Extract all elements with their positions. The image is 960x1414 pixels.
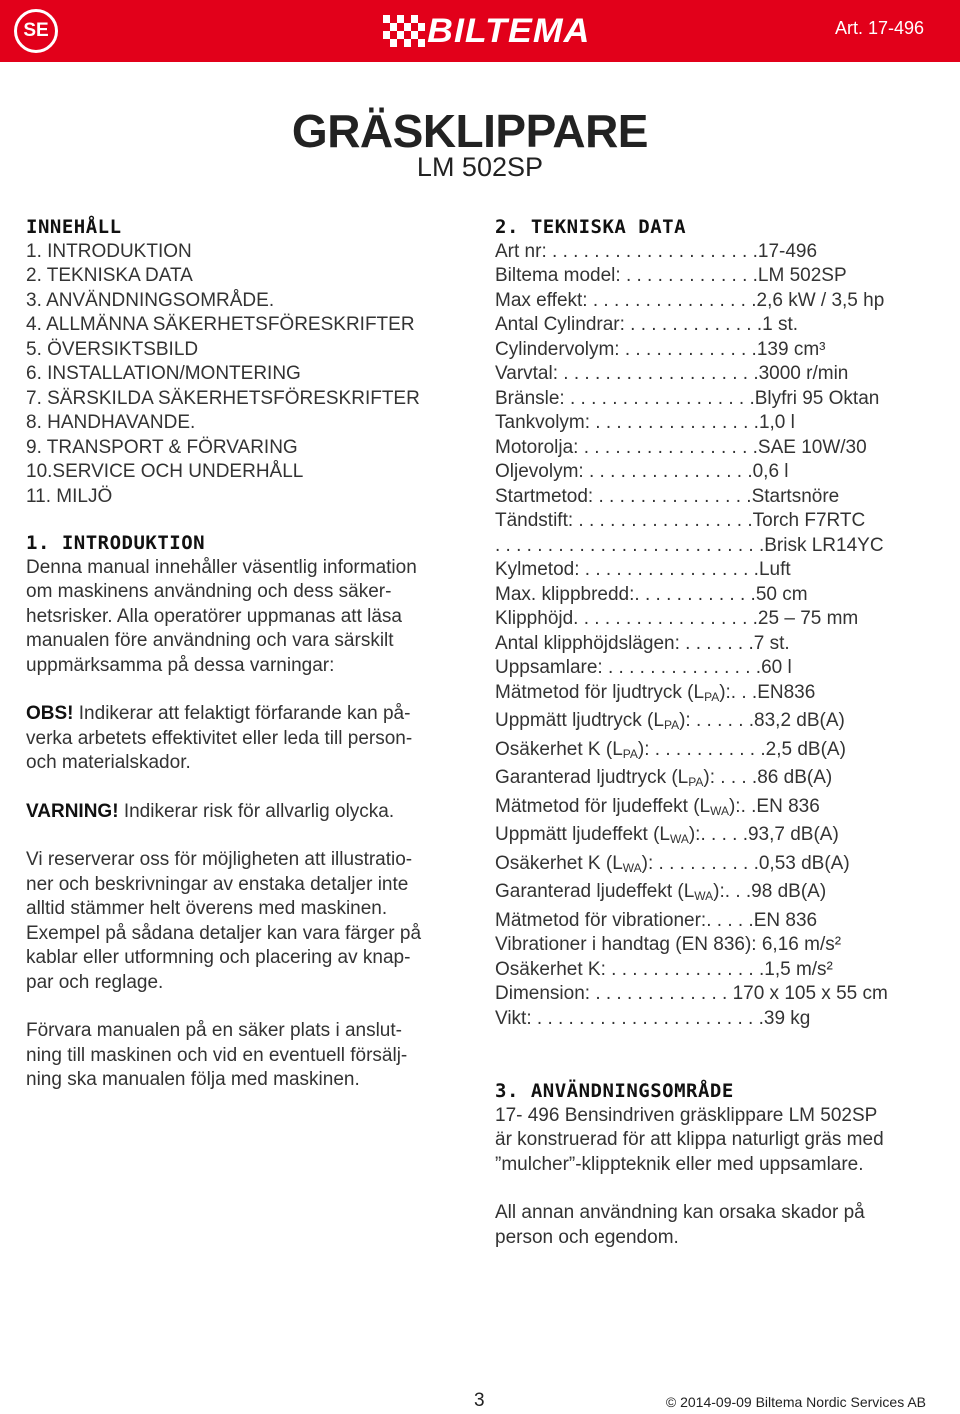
paragraph-line: ”mulcher”-klippteknik eller med uppsamlare. [495, 1153, 864, 1175]
tech-data-text: Antal klipphöjdslägen: . . . . . . .7 st. [495, 632, 790, 654]
tech-data-subscript: WA [622, 860, 642, 875]
paragraph-line: Exempel på sådana detaljer kan vara färger på [26, 922, 422, 944]
toc-item: 2. TEKNISKA DATA [26, 265, 193, 286]
paragraph-line: ner och beskrivningar av enstaka detaljer inte [26, 873, 409, 895]
tech-data-row [495, 632, 935, 657]
tech-data-subscript: WA [710, 803, 729, 818]
tech-data-subscript: WA [669, 832, 689, 846]
tech-data-text: Biltema model: . . . . . . . . . . . . .LM 502SP [495, 265, 847, 286]
tech-data-row [495, 709, 935, 738]
tech-data-text: Startmetod: . . . . . . . . . . . . . . .Startsnöre [495, 485, 840, 507]
paragraph-line: Indikerar att felaktigt förfarande kan på- [73, 703, 411, 724]
tech-data-row [495, 240, 935, 265]
tech-heading: 2. TEKNISKA DATA [495, 216, 687, 238]
tech-data-text: Varvtal: . . . . . . . . . . . . . . . . . . .3000 r/min [495, 363, 849, 384]
tech-data-text: Garanterad ljudeffekt (L [495, 881, 695, 902]
language-badge: SE [14, 9, 58, 53]
tech-data-row [495, 583, 935, 608]
brand-logo [383, 11, 591, 50]
obs-note [26, 702, 466, 776]
right-column [495, 215, 935, 1250]
paragraph-line: är konstruerad för att klippa naturligt gräs med [495, 1129, 884, 1150]
obs-text [26, 703, 466, 776]
tech-data-text: Kylmetod: . . . . . . . . . . . . . . . . .Luft [495, 559, 791, 580]
toc-item: 8. HANDHAVANDE. [26, 412, 196, 433]
tech-data-text: Mätmetod för ljudtryck (L [495, 681, 705, 703]
paragraph-line: Vi reserverar oss för möjligheten att illustratio- [26, 849, 413, 870]
tech-data-row [495, 607, 935, 632]
paragraph-line: Denna manual innehåller väsentlig information [26, 556, 417, 578]
toc-item: 9. TRANSPORT & FÖRVARING [26, 436, 298, 458]
paragraph-line: och materialskador. [26, 752, 191, 773]
tech-data-text: Osäkerhet K (L [495, 852, 623, 874]
paragraph-line: ning till maskinen och vid en eventuell försälj- [26, 1044, 408, 1066]
tech-data-value: ): . . . . . . . . . .0,53 dB(A) [641, 852, 850, 874]
tech-data-row [495, 338, 935, 363]
paragraph-line: hetsrisker. Alla operatörer uppmanas att läsa [26, 605, 402, 627]
toc-heading: INNEHÅLL [26, 216, 122, 238]
tech-data-value: ):. . . . .93,7 dB(A) [688, 824, 839, 845]
intro-heading: 1. INTRODUKTION [26, 532, 206, 554]
tech-data-text: Uppmätt ljudtryck (L [495, 710, 664, 731]
paragraph-line: uppmärksamma på dessa varningar: [26, 654, 335, 676]
tech-data-row [495, 681, 935, 710]
tech-data-subscript: PA [704, 689, 720, 704]
tech-data-list [495, 240, 935, 1032]
paragraph-line: person och egendom. [495, 1226, 679, 1248]
tech-data-row [495, 460, 935, 485]
toc-item: 10.SERVICE OCH UNDERHÅLL [26, 461, 304, 482]
toc-item: 6. INSTALLATION/MONTERING [26, 363, 301, 384]
tech-data-text: Tändstift: . . . . . . . . . . . . . . . . .Torch F7RTC [495, 510, 866, 531]
tech-data-text: Klipphöjd. . . . . . . . . . . . . . . . . .25 – 75 mm [495, 608, 859, 629]
tech-data-value: ): . . . . . . . . . . .2,5 dB(A) [637, 738, 846, 760]
paragraph-line: om maskinens användning och dess säker- [26, 581, 392, 602]
tech-data-row [495, 558, 935, 583]
paragraph-line: kablar eller utformning och placering av knap- [26, 947, 411, 968]
intro-paragraph [26, 556, 466, 679]
tech-data-text: Garanterad ljudtryck (L [495, 767, 689, 788]
usage-heading: 3. ANVÄNDNINGSOMRÅDE [495, 1080, 734, 1102]
tech-data-row [495, 387, 935, 412]
tech-data-row [495, 656, 935, 681]
tech-data-value: ):. . .EN836 [719, 681, 816, 703]
tech-data-row [495, 313, 935, 338]
tech-data-text: Bränsle: . . . . . . . . . . . . . . . . . .Blyfri 95 Oktan [495, 387, 880, 409]
tech-data-text: . . . . . . . . . . . . . . . . . . . . . . . . . .Brisk LR14YC [495, 534, 884, 556]
tech-data-text: Max effekt: . . . . . . . . . . . . . . . .2,6 kW / 3,5 hp [495, 289, 885, 311]
tech-data-value: ):. .EN 836 [728, 795, 820, 817]
tech-data-row [495, 909, 935, 934]
tech-data-row [495, 852, 935, 881]
tech-data-row [495, 362, 935, 387]
paragraph-line: manualen före användning och vara särskilt [26, 630, 394, 651]
tech-data-text: Vibrationer i handtag (EN 836): 6,16 m/s² [495, 934, 842, 955]
warning-note [26, 800, 466, 825]
tech-data-value: ): . . . .86 dB(A) [703, 767, 833, 788]
toc-item: 11. MILJÖ [26, 485, 113, 507]
tech-data-row [495, 766, 935, 795]
tech-data-row [495, 933, 935, 958]
paragraph-line: par och reglage. [26, 971, 164, 993]
tech-data-text: Uppsamlare: . . . . . . . . . . . . . . .60 l [495, 657, 792, 678]
toc-item: 7. SÄRSKILDA SÄKERHETSFÖRESKRIFTER [26, 387, 420, 409]
toc-item: 4. ALLMÄNNA SÄKERHETSFÖRESKRIFTER [26, 314, 415, 335]
paragraph-line: All annan användning kan orsaka skador på [495, 1202, 865, 1223]
tech-data-text: Vikt: . . . . . . . . . . . . . . . . . . . . . .39 kg [495, 1007, 811, 1029]
tech-data-text: Uppmätt ljudeffekt (L [495, 824, 670, 845]
tech-data-row [495, 509, 935, 534]
usage-paragraph [495, 1104, 935, 1178]
usage-warning-paragraph [495, 1201, 935, 1250]
tech-data-text: Oljevolym: . . . . . . . . . . . . . . . .0,6 l [495, 461, 789, 482]
tech-data-text: Tankvolym: . . . . . . . . . . . . . . . .1,0 l [495, 412, 795, 433]
tech-data-row [495, 534, 935, 559]
paragraph-line: Förvara manualen på en säker plats i anslut- [26, 1020, 402, 1041]
tech-data-subscript: WA [694, 889, 714, 903]
tech-data-text: Mätmetod för vibrationer:. . . . .EN 836 [495, 909, 818, 931]
article-number: Art. 17-496 [834, 18, 924, 38]
tech-data-row [495, 958, 935, 983]
paragraph-line: alltid stämmer helt överens med maskinen. [26, 898, 388, 919]
page-number: 3 [474, 1390, 485, 1411]
tech-data-text: Cylindervolym: . . . . . . . . . . . . .139 cm³ [495, 338, 826, 360]
toc-item: 5. ÖVERSIKTSBILD [26, 338, 199, 360]
tech-data-subscript: PA [688, 775, 704, 789]
tech-data-text: Dimension: . . . . . . . . . . . . . 170 x 105 x 55 cm [495, 983, 888, 1004]
storage-paragraph [26, 1019, 466, 1093]
tech-data-row [495, 982, 935, 1007]
tech-data-text: Max. klippbredd:. . . . . . . . . . . .50 cm [495, 583, 808, 605]
tech-data-row [495, 485, 935, 510]
warning-label: VARNING! [26, 800, 119, 822]
paragraph-line: ning ska manualen följa med maskinen. [26, 1069, 360, 1090]
tech-data-value: ):. . .98 dB(A) [713, 881, 827, 902]
paragraph-line: verka arbetets effektivitet eller leda till person- [26, 727, 413, 749]
brand-name: BILTEMA [427, 11, 591, 50]
tech-data-row [495, 1007, 935, 1032]
tech-data-text: Antal Cylindrar: . . . . . . . . . . . . .1 st. [495, 314, 799, 335]
checkered-flag-icon [383, 15, 425, 47]
tech-data-row [495, 289, 935, 314]
tech-data-row [495, 795, 935, 824]
toc-item: 3. ANVÄNDNINGSOMRÅDE. [26, 289, 275, 311]
tech-data-subscript: PA [622, 746, 638, 761]
tech-data-text: Art nr: . . . . . . . . . . . . . . . . . . . .17-496 [495, 240, 818, 262]
warning-text: Indikerar risk för allvarlig olycka. [118, 800, 395, 822]
disclaimer-paragraph [26, 848, 466, 995]
tech-data-text: Motorolja: . . . . . . . . . . . . . . . . .SAE 10W/30 [495, 436, 867, 458]
page-subtitle: LM 502SP [416, 152, 543, 182]
tech-data-text: Osäkerhet K (L [495, 738, 623, 760]
tech-data-row [495, 823, 935, 852]
copyright-text: © 2014-09-09 Biltema Nordic Services AB [665, 1394, 926, 1410]
tech-data-text: Osäkerhet K: . . . . . . . . . . . . . . .1,5 m/s² [495, 958, 833, 980]
paragraph-line: 17- 496 Bensindriven gräsklippare LM 502SP [495, 1104, 878, 1126]
left-column [26, 215, 466, 1093]
toc-item: 1. INTRODUKTION [26, 240, 192, 262]
tech-data-row [495, 436, 935, 461]
tech-data-value: ): . . . . . .83,2 dB(A) [679, 710, 845, 731]
tech-data-row [495, 738, 935, 767]
tech-data-row [495, 264, 935, 289]
obs-label: OBS! [26, 703, 74, 724]
page-title: GRÄSKLIPPARE [291, 105, 648, 157]
tech-data-subscript: PA [663, 718, 680, 732]
tech-data-text: Mätmetod för ljudeffekt (L [495, 795, 711, 817]
toc-list [26, 240, 466, 510]
tech-data-row [495, 880, 935, 909]
tech-data-row [495, 411, 935, 436]
header-bar [0, 0, 960, 62]
